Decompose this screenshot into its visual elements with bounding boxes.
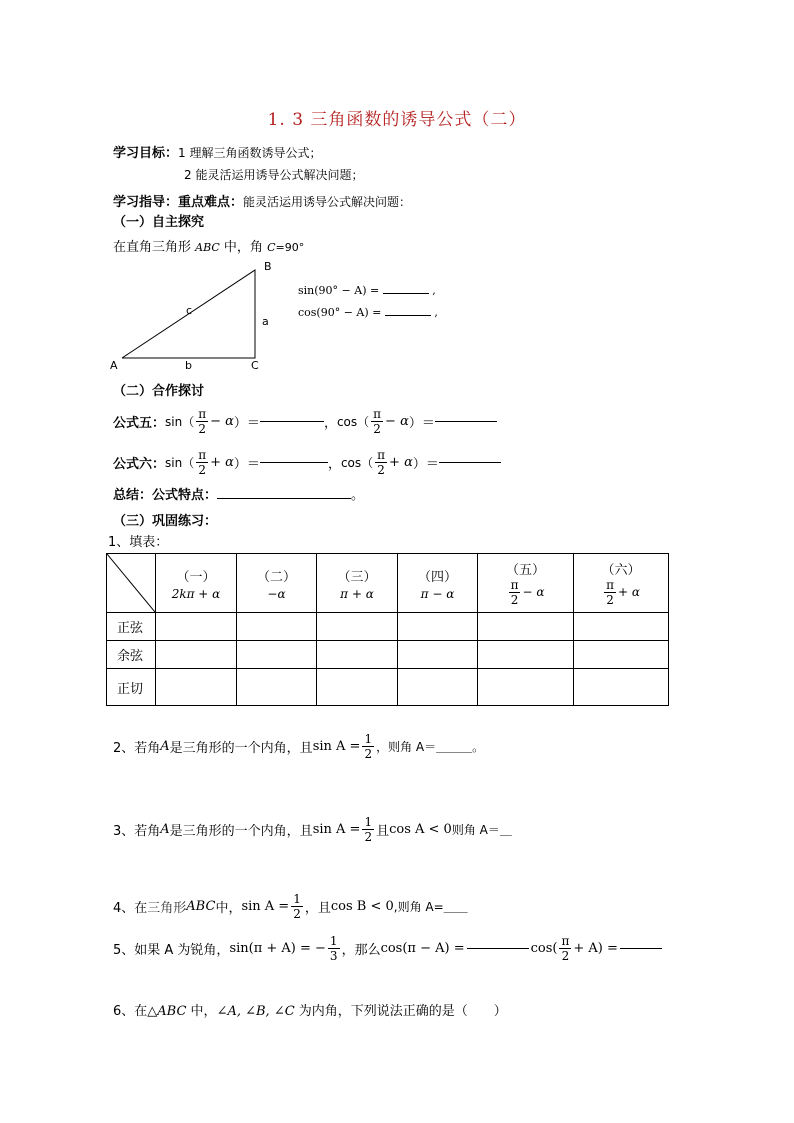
q4-triangle: 三角形 [147,900,187,916]
f6-cos-op: + α [389,454,413,470]
frac-num: π [198,406,207,421]
q2-angle: A [160,738,170,754]
table-row [107,613,669,641]
f5-cos-op: − α [385,413,409,429]
frac-den: 2 [364,746,373,761]
table-cell[interactable] [156,641,237,669]
eq1-text: sin(90° − A) = [298,284,380,297]
f6-sin-blank[interactable] [260,461,328,463]
table-cell[interactable] [398,641,478,669]
intro-pre: 在直角三角形 [113,240,196,255]
f6-cos-close: ）＝ [412,456,439,472]
q6-angles: ∠A, ∠B, ∠C [216,1004,295,1019]
col-header-top: （三） [337,569,377,585]
table-cell[interactable] [478,641,574,669]
table-cell[interactable] [317,641,398,669]
q3-mid: 是三角形的一个内角，且 [169,823,313,839]
eq1-blank[interactable] [383,292,429,294]
f5-sin-blank[interactable] [260,420,324,422]
frac-num: π [561,933,570,948]
q5-blank-1[interactable] [467,947,529,949]
q6-mid: 中， [186,1004,217,1019]
q3-pre: 3、若角 [113,823,161,839]
q4-post: ,则角 A=＿＿ [393,899,468,914]
col-header-bottom: 2kπ + α [171,586,221,601]
summary-blank[interactable] [217,497,351,499]
diagonal-line [107,554,155,612]
q6-pre: 6、在 [113,1004,148,1019]
frac-num: 1 [329,933,338,948]
summary-period: 。 [351,488,365,503]
f5-sin-op: − α [210,413,234,429]
table-row [107,669,669,706]
col-header-3 [317,554,398,613]
row-label-sine: 正弦 [107,613,156,641]
formula-six [113,444,501,480]
vertex-a-label: A [110,359,118,372]
equation-cos-complement: cos(90° − A) = , [298,306,438,319]
q4-pre: 4、在 [113,900,148,916]
table-cell[interactable] [398,613,478,641]
frac-den: 2 [198,421,206,436]
frac-den: 3 [329,948,338,963]
q3-angle: A [160,821,170,837]
row-label-cosine: 余弦 [107,641,156,669]
frac-den: 2 [510,593,519,607]
section1-heading: （一）自主探究 [113,215,205,230]
eq2-text: cos(90° − A) = [298,306,382,319]
table-header-row [107,554,669,613]
col-header-2 [237,554,317,613]
f5-cos: cos（ [336,414,370,429]
intro-post: =90° [275,241,305,254]
f6-cos: cos（ [340,455,374,470]
corner-cell [107,554,156,613]
equation-sin-complement: sin(90° − A) = , [298,284,436,297]
table-cell[interactable] [156,669,237,706]
q5-blank-2[interactable] [620,947,662,949]
section1-intro [113,236,304,255]
table-cell[interactable] [317,669,398,706]
learning-goals [113,142,321,161]
question-3 [113,809,512,849]
learning-guide [113,191,411,210]
intro-c: C [267,241,276,254]
vertex-b-label: B [264,260,272,273]
q2-mid: 是三角形的一个内角，且 [169,740,313,756]
f5-cos-fraction [371,407,383,436]
q3-sina: sin A = [312,821,361,837]
q5-pi-fraction [559,934,571,963]
formula-five [113,403,497,439]
table-cell[interactable] [237,613,317,641]
row-label-tangent: 正切 [107,669,156,706]
f5-sin-fraction [196,407,208,436]
f6-sin-fraction [196,448,208,477]
right-triangle-diagram [105,258,285,373]
side-a-label: a [262,315,269,328]
q4-sina: sin A = [241,898,290,914]
col-header-top: （四） [417,569,457,585]
goal-item-2: 2 能灵活运用诱导公式解决问题； [184,168,364,182]
q5-pre: 5、如果 A 为锐角， [113,942,230,958]
q4-and: ，且 [304,900,331,916]
frac-den: 2 [198,462,206,477]
formula5-label: 公式五： [113,415,166,431]
f5-sin: sin（ [165,414,195,429]
key-label: 重点难点： [178,195,244,210]
question-1: 1、填表： [108,535,169,550]
frac-num: π [198,447,207,462]
col5-op: − α [522,585,545,599]
table-cell[interactable] [156,613,237,641]
section3-heading: （三）巩固练习： [113,514,218,529]
q4-mid: 中， [215,900,242,916]
q3-and: 且 [376,823,390,839]
goals-label: 学习目标： [113,146,179,161]
q3-fraction [362,815,374,844]
guide-label: 学习指导： [113,195,179,210]
table-row [107,641,669,669]
summary-line [113,484,364,503]
question-4 [113,886,468,926]
f6-sin-op: + α [210,454,234,470]
side-c-label: c [186,304,193,317]
table-cell[interactable] [478,613,574,641]
table-cell[interactable] [574,641,669,669]
frac-num: π [373,406,382,421]
f6-cos-fraction [375,448,387,477]
q5-cos2-post: + A) = [573,940,618,956]
page-title: 1. 3 三角函数的诱导公式（二） [267,110,527,130]
question-6 [113,1000,507,1019]
table-cell[interactable] [237,669,317,706]
fill-in-table [106,553,669,706]
q2-sina: sin A = [312,738,361,754]
f5-cos-blank[interactable] [435,420,497,422]
q4-abc: ABC [186,898,216,914]
side-b-label: b [185,359,192,372]
intro-mid: 中，角 [219,240,268,255]
f5-cos-close: ）＝ [408,415,435,431]
f6-comma: ， [327,456,341,472]
q5-fraction [328,934,340,963]
frac-num: π [377,447,386,462]
formula6-label: 公式六： [113,456,166,472]
col-header-5 [478,554,574,613]
col6-op: + α [617,585,640,599]
frac-den: 2 [364,829,373,844]
f6-sin: sin（ [165,455,195,470]
frac-den: 2 [293,906,301,921]
table-cell[interactable] [574,613,669,641]
frac-den: 2 [373,421,381,436]
col-header-bottom: π − α [420,586,455,601]
table-cell[interactable] [317,613,398,641]
f6-sin-close: ）＝ [233,456,260,472]
frac-num: π [510,578,519,592]
question-2 [113,726,484,766]
col-header-top: （二） [256,569,296,585]
col6-fraction [604,578,616,607]
col-header-4 [398,554,478,613]
q3-cosa: cos A < 0 [389,821,452,837]
q6-triangle: △ABC [147,1004,187,1019]
col-header-top: （一） [176,569,216,585]
frac-den: 2 [606,593,614,607]
q5-cos1: cos(π − A) = [380,940,465,956]
q5-eq: sin(π + A) = − [229,940,326,956]
frac-num: π [606,578,614,592]
table-cell[interactable] [478,669,574,706]
vertex-c-label: C [251,359,259,372]
q2-pre: 2、若角 [113,740,161,756]
f6-cos-blank[interactable] [439,461,501,463]
frac-den: 2 [377,462,385,477]
col-header-1 [156,554,237,613]
table-cell[interactable] [398,669,478,706]
q3-post: 则角 A＝＿ [451,822,512,837]
col-header-top: （五） [505,563,545,578]
q5-then: ，那么 [341,942,381,958]
col-header-bottom: −α [267,586,286,601]
q2-fraction [362,732,374,761]
table-cell[interactable] [237,641,317,669]
question-5 [113,928,662,968]
frac-num: 1 [364,731,373,746]
q2-post: ，则角 A＝＿＿＿。 [376,739,485,754]
eq2-blank[interactable] [385,314,431,316]
col-header-top: （六） [601,563,641,578]
q5-cos2-pre: cos( [530,940,558,956]
q6-post: 为内角，下列说法正确的是（ ） [294,1004,507,1019]
frac-num: 1 [293,891,301,906]
col-header-6 [574,554,669,613]
section2-heading: （二）合作探讨 [113,384,205,399]
goal-item-1: 1 理解三角函数诱导公式； [178,146,322,160]
q4-cosb: cos B < 0 [330,898,394,914]
frac-den: 2 [561,948,570,963]
f5-comma: ， [323,415,337,431]
q4-fraction [291,892,303,921]
col5-fraction [509,578,521,607]
table-cell[interactable] [574,669,669,706]
col-header-bottom: π + α [340,586,374,601]
frac-num: 1 [364,814,373,829]
f5-sin-close: ）＝ [233,415,260,431]
key-text: 能灵活运用诱导公式解决问题： [243,195,412,209]
intro-abc: ABC [195,241,220,254]
summary-label: 总结：公式特点： [113,488,218,503]
